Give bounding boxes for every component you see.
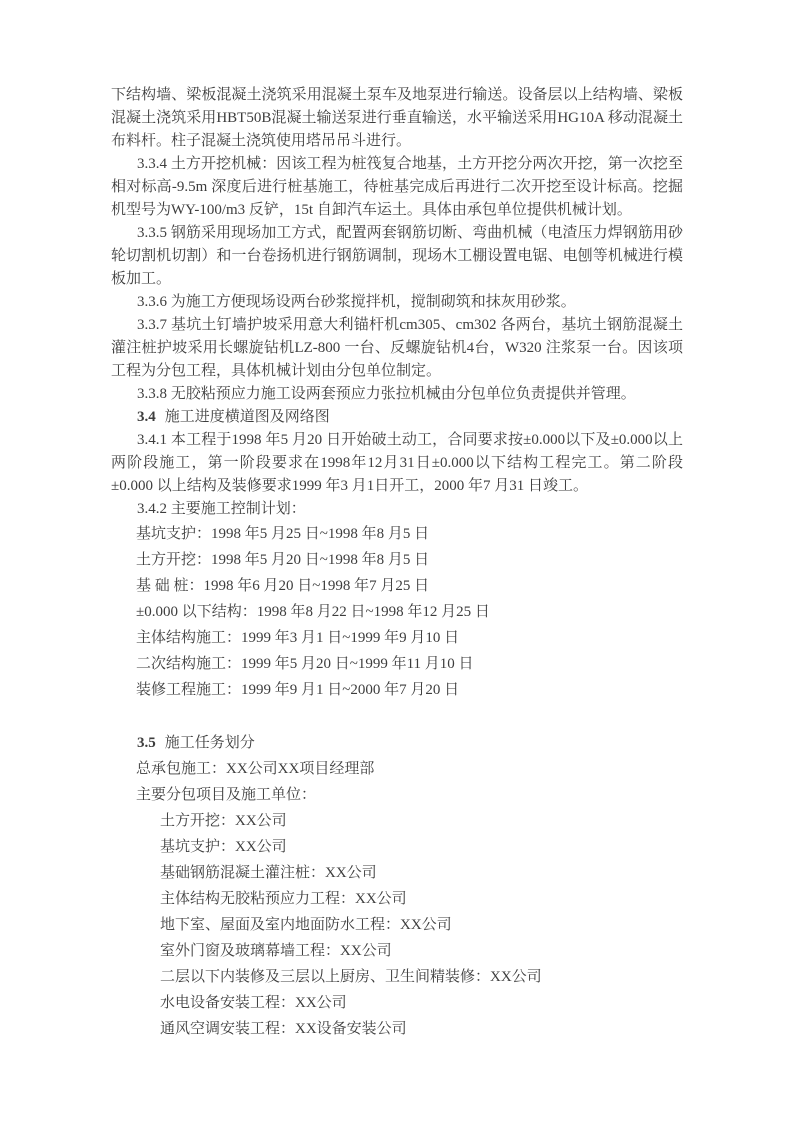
schedule-item-decoration: 装修工程施工：1999 年9 月1 日~2000 年7 月20 日 [136, 682, 460, 698]
paragraph-continuation: 下结构墙、梁板混凝土浇筑采用混凝土泵车及地泵进行输送。设备层以上结构墙、梁板混凝土浇筑采用HBT50B混凝土输送泵进行垂直输送，水平输送采用HG10A 移动混凝土布料杆。柱子混凝土浇筑使用塔吊吊斗进行。 [111, 87, 683, 149]
heading-3-4 [111, 406, 683, 429]
paragraph-3-4-2: 3.4.2 主要施工控制计划： [137, 501, 306, 517]
heading-3-5-number: 3.5 [137, 735, 156, 751]
subcontract-item-windows-curtain-wall: 室外门窗及玻璃幕墙工程：XX公司 [160, 943, 392, 959]
subcontract-intro-line: 主要分包项目及施工单位： [136, 787, 317, 803]
schedule-item-secondary-structure: 二次结构施工：1999 年5 月20 日~1999 年11 月10 日 [136, 656, 474, 672]
subcontract-item-interior-finishing: 二层以下内装修及三层以上厨房、卫生间精装修：XX公司 [160, 969, 542, 985]
paragraph-3-4-1: 3.4.1 本工程于1998 年5 月20 日开始破土动工，合同要求按±0.000以下及±0.000以上两阶段施工，第一阶段要求在1998年12月31日±0.000以下结构工程完工。第二阶段±0.000 以上结构及装修要求1999 年3 月1日开工，2000 年7 月31 日竣工。 [111, 432, 683, 494]
schedule-item-earth-excavation: 土方开挖：1998 年5 月20 日~1998 年8 月5 日 [136, 552, 430, 568]
heading-3-4-number: 3.4 [137, 409, 156, 425]
schedule-item-foundation-piles: 基 础 桩：1998 年6 月20 日~1998 年7 月25 日 [136, 578, 430, 594]
subcontract-item-cast-in-place-piles: 基础钢筋混凝土灌注桩：XX公司 [160, 865, 377, 881]
subcontract-item-unbonded-prestress: 主体结构无胶粘预应力工程：XX公司 [160, 891, 407, 907]
subcontract-item-hvac-installation: 通风空调安装工程：XX设备安装公司 [160, 1021, 407, 1037]
heading-3-5-title: 施工任务划分 [164, 735, 255, 751]
subcontract-item-pit-support: 基坑支护：XX公司 [160, 839, 287, 855]
schedule-item-pit-support: 基坑支护：1998 年5 月25 日~1998 年8 月5 日 [136, 526, 430, 542]
paragraph-3-3-8: 3.3.8 无胶粘预应力施工设两套预应力张拉机械由分包单位负责提供并管理。 [137, 386, 636, 402]
schedule-item-main-structure: 主体结构施工：1999 年3 月1 日~1999 年9 月10 日 [136, 630, 460, 646]
paragraph-3-3-7: 3.3.7 基坑土钉墙护坡采用意大利锚杆机cm305、cm302 各两台，基坑土钢筋混凝土灌注桩护坡采用长螺旋钻机LZ-800 一台、反螺旋钻机4台，W320 注浆泵一台。因该项工程为分包工程，具体机械计划由分包单位制定。 [111, 317, 683, 379]
subcontract-item-earth-excavation: 土方开挖：XX公司 [160, 813, 287, 829]
blank-line [111, 703, 683, 730]
heading-3-4-title: 施工进度横道图及网络图 [164, 409, 330, 425]
subcontract-item-waterproofing: 地下室、屋面及室内地面防水工程：XX公司 [160, 917, 452, 933]
paragraph-3-3-6: 3.3.6 为施工方便现场设两台砂浆搅拌机，搅制砌筑和抹灰用砂浆。 [137, 294, 576, 310]
paragraph-3-3-4: 3.3.4 土方开挖机械：因该工程为桩筏复合地基，土方开挖分两次开挖，第一次挖至相对标高-9.5m 深度后进行桩基施工，待桩基完成后再进行二次开挖至设计标高。挖掘机型号为WY-100/m3 反铲，15t 自卸汽车运土。具体由承包单位提供机械计划。 [111, 156, 683, 218]
page-content [111, 84, 683, 1042]
heading-3-5 [111, 730, 683, 756]
schedule-item-below-zero-structure: ±0.000 以下结构：1998 年8 月22 日~1998 年12 月25 日 [136, 604, 490, 620]
subcontract-item-mep-installation: 水电设备安装工程：XX公司 [160, 995, 347, 1011]
general-contractor-line: 总承包施工：XX公司XX项目经理部 [136, 761, 375, 777]
paragraph-3-3-5: 3.3.5 钢筋采用现场加工方式，配置两套钢筋切断、弯曲机械（电渣压力焊钢筋用砂轮切割机切割）和一台卷扬机进行钢筋调制，现场木工棚设置电锯、电刨等机械进行模板加工。 [111, 225, 683, 287]
